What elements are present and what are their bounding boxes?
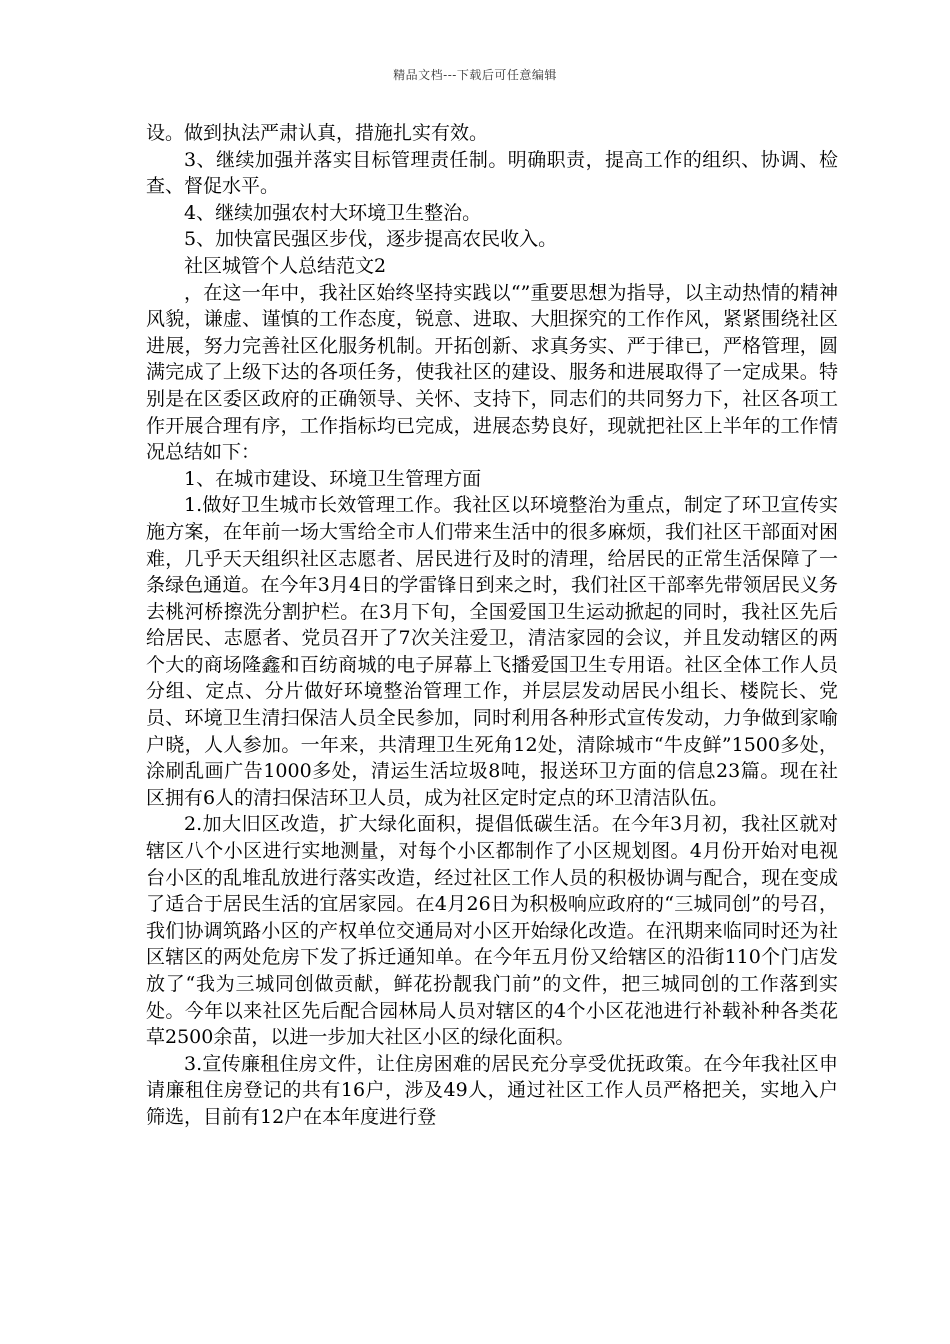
paragraph: 5、加快富民强区步伐，逐步提高农民收入。 bbox=[184, 228, 558, 251]
paragraph: 2.加大旧区改造，扩大绿化面积，提倡低碳生活。在今年3月初，我社区就对辖区八个小区进行实地测量，对每个小区都制作了小区规划图。4月份开始对电视台小区的乱堆乱放进行落实改造，经过社区工作人员的积极协调与配合，现在变成了适合于居民生活的宜居家园。在4月26日为积极响应政府的“三城同创”的号召，我们协调筑路小区的产权单位交通局对小区开始绿化改造。在汛期来临同时还为社区辖区的两处危房下发了拆迁通知单。在今年五月份又给辖区的沿街110个门店发放了“我为三城同创做贡献，鲜花扮靓我门前”的文件，把三城同创的工作落到实处。今年以来社区先后配合园林局人员对辖区的4个小区花池进行补载补种各类花草2500余苗，以进一步加大社区小区的绿化面积。 bbox=[146, 813, 838, 1049]
paragraph: 设。做到执法严肃认真，措施扎实有效。 bbox=[146, 122, 489, 144]
paragraph: 3.宣传廉租住房文件，让住房困难的居民充分享受优抚政策。在今年我社区申请廉租住房登记的共有16户，涉及49人，通过社区工作人员严格把关，实地入户筛选，目前有12户在本年度进行登 bbox=[146, 1052, 838, 1128]
paragraph: 4、继续加强农村大环境卫生整治。 bbox=[184, 201, 482, 224]
subsection-heading: 1、在城市建设、环境卫生管理方面 bbox=[184, 467, 482, 490]
paragraph: ，在这一年中，我社区始终坚持实践以“”重要思想为指导，以主动热情的精神风貌，谦虚、谨慎的工作态度，锐意、进取、大胆探究的工作作风，紧紧围绕社区进展，努力完善社区化服务机制。开拓创新、求真务实、严于律已，严格管理，圆满完成了上级下达的各项任务，使我社区的建设、服务和进展取得了一定成果。特别是在区委区政府的正确领导、关怀、支持下，同志们的共同努力下，社区各项工作开展合理有序，工作指标均已完成，进展态势良好，现就把社区上半年的工作情况总结如下： bbox=[146, 281, 838, 464]
document-body bbox=[146, 120, 838, 1131]
paragraph: 3、继续加强并落实目标管理责任制。明确职责，提高工作的组织、协调、检查、督促水平。 bbox=[146, 148, 838, 198]
page-header: 精品文档---下载后可任意编辑 bbox=[393, 68, 557, 82]
paragraph: 1.做好卫生城市长效管理工作。我社区以环境整治为重点，制定了环卫宣传实施方案，在年前一场大雪给全市人们带来生活中的很多麻烦，我们社区干部面对困难，几乎天天组织社区志愿者、居民进行及时的清理，给居民的正常生活保障了一条绿色通道。在今年3月4日的学雷锋日到来之时，我们社区干部率先带领居民义务去桃河桥擦洗分割护栏。在3月下旬，全国爱国卫生运动掀起的同时，我社区先后给居民、志愿者、党员召开了7次关注爱卫，清洁家园的会议，并且发动辖区的两个大的商场隆鑫和百纺商城的电子屏幕上飞播爱国卫生专用语。社区全体工作人员分组、定点、分片做好环境整治管理工作，并层层发动居民小组长、楼院长、党员、环境卫生清扫保洁人员全民参加，同时利用各种形式宣传发动，力争做到家喻户晓，人人参加。一年来，共清理卫生死角12处，清除城市“牛皮鲜”1500多处，涂刷乱画广告1000多处，清运生活垃圾8吨，报送环卫方面的信息23篇。现在社区拥有6人的清扫保洁环卫人员，成为社区定时定点的环卫清洁队伍。 bbox=[146, 494, 838, 809]
section-title: 社区城管个人总结范文2 bbox=[184, 254, 387, 277]
